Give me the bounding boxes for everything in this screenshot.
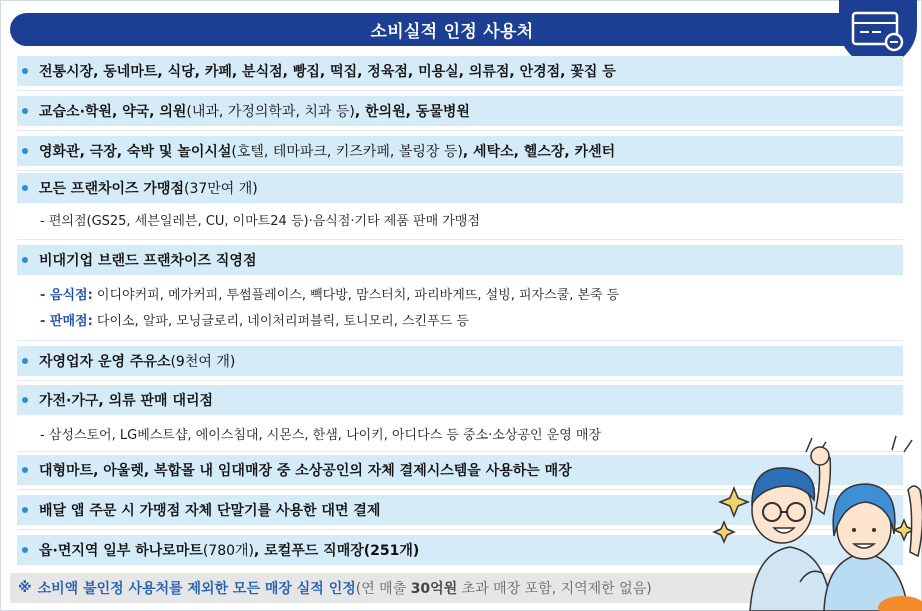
title-bar [10,13,894,46]
divider [17,130,903,131]
item-text: 비대기업 브랜드 프랜차이즈 직영점 [39,253,257,269]
list-item [17,245,903,275]
item-note: (9천여 개) [170,354,236,370]
list-item [17,173,903,203]
food-text: 이디야커피, 메가커피, 투썸플레이스, 빽다방, 맘스터치, 파리바게뜨, 설빙, 피자스쿨, 본죽 등 [92,288,620,303]
notice-paren: (연 매출 30억원 초과 매장 포함, 지역제한 없음) [355,581,652,597]
bullet-icon [22,185,28,191]
item-text: 가전·가구, 의류 판매 대리점 [39,393,214,409]
bullet-icon [22,68,28,74]
retail-label: - 판매점: [40,314,93,329]
bullet-icon [22,397,28,403]
item-text: 배달 앱 주문 시 가맹점 자체 단말기를 사용한 대면 결제 [39,503,381,519]
item-text: 대형마트, 아울렛, 복합몰 내 임대매장 중 소상공인의 자체 결제시스템을 사용하는 매장 [39,463,572,479]
item-text: 영화관, 극장, 숙박 및 놀이시설 [39,144,232,160]
bullet-icon [22,358,28,364]
list-item [17,136,903,166]
bullet-icon [22,467,28,473]
agency-sub-text: - 삼성스토어, LG베스트샵, 에이스침대, 시몬스, 한샘, 나이키, 아디다스 등 중소·소상공인 운영 매장 [40,428,602,443]
item-text: 교습소·학원, 약국, 의원 [39,104,187,120]
franchise-sub-text: - 편의점(GS25, 세븐일레븐, CU, 이마트24 등)·음식점·기타 제품 판매 가맹점 [40,214,480,229]
page-title: 소비실적 인정 사용처 [370,22,534,42]
card-icon [849,8,907,54]
bullet-icon [22,108,28,114]
item-text: 읍·면지역 일부 하나로마트 [39,543,203,559]
retail-sub-text [40,310,469,329]
divider [17,380,903,381]
item-text: 전통시장, 동네마트, 식당, 카페, 분식점, 빵집, 떡집, 정육점, 미용실, 의류점, 안경점, 꽃집 등 [39,64,616,80]
item-text: 모든 프랜차이즈 가맹점 [39,181,184,197]
divider [17,170,903,171]
notice-mark: ※ [18,580,32,596]
divider [17,340,903,341]
item-note: (780개) [202,543,255,559]
item-text-tail: , 한의원, 동물병원 [354,104,470,120]
food-label: - 음식점: [40,288,93,303]
item-note: (호텔, 테마파크, 키즈카페, 볼링장 등) [231,144,463,160]
notice-main: 소비액 불인정 사용처를 제외한 모든 매장 실적 인정 [37,581,356,597]
list-item [17,385,903,415]
retail-text: 다이소, 알파, 모닝글로리, 네이처리퍼블릭, 토니모리, 스킨푸드 등 [92,314,469,329]
divider [17,90,903,91]
bullet-icon [22,148,28,154]
item-note: (내과, 가정의학과, 치과 등) [186,104,355,120]
item-note: (37만여 개) [184,181,258,197]
item-text-tail: , 로컬푸드 직매장(251개) [254,543,420,559]
divider [17,239,903,240]
item-text: 자영업자 운영 주유소 [39,354,171,370]
food-sub-text [40,284,619,303]
item-text-tail: , 세탁소, 헬스장, 카센터 [462,144,616,160]
list-item [17,56,903,86]
list-item [17,96,903,126]
list-item [17,346,903,376]
bullet-icon [22,507,28,513]
bullet-icon [22,257,28,263]
cheering-people-illustration [712,432,922,611]
bullet-icon [22,547,28,553]
